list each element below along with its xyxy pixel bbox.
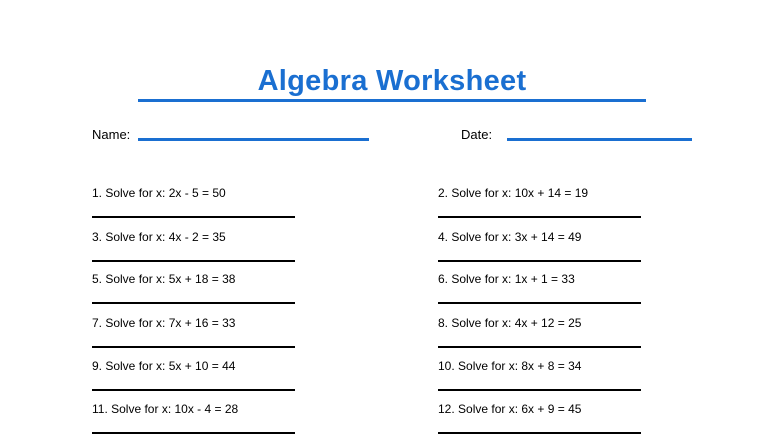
answer-line-8[interactable] xyxy=(438,346,641,348)
problem-11: 11. Solve for x: 10x - 4 = 28 xyxy=(92,402,239,416)
answer-line-12[interactable] xyxy=(438,432,641,434)
answer-line-5[interactable] xyxy=(92,302,295,304)
name-label: Name: xyxy=(92,127,131,142)
problem-3: 3. Solve for x: 4x - 2 = 35 xyxy=(92,230,226,244)
answer-line-4[interactable] xyxy=(438,260,641,262)
worksheet-title: Algebra Worksheet xyxy=(257,65,527,97)
problem-7: 7. Solve for x: 7x + 16 = 33 xyxy=(92,316,236,330)
problem-10: 10. Solve for x: 8x + 8 = 34 xyxy=(438,359,582,373)
problem-9: 9. Solve for x: 5x + 10 = 44 xyxy=(92,359,236,373)
problem-2: 2. Solve for x: 10x + 14 = 19 xyxy=(438,186,589,200)
answer-line-6[interactable] xyxy=(438,302,641,304)
date-label: Date: xyxy=(461,127,493,142)
problem-8: 8. Solve for x: 4x + 12 = 25 xyxy=(438,316,582,330)
answer-line-1[interactable] xyxy=(92,216,295,218)
problem-5: 5. Solve for x: 5x + 18 = 38 xyxy=(92,272,236,286)
answer-line-2[interactable] xyxy=(438,216,641,218)
problem-6: 6. Solve for x: 1x + 1 = 33 xyxy=(438,272,575,286)
problem-4: 4. Solve for x: 3x + 14 = 49 xyxy=(438,230,582,244)
answer-line-11[interactable] xyxy=(92,432,295,434)
answer-line-7[interactable] xyxy=(92,346,295,348)
problem-12: 12. Solve for x: 6x + 9 = 45 xyxy=(438,402,582,416)
title-underline xyxy=(138,99,646,102)
answer-line-3[interactable] xyxy=(92,260,295,262)
date-field[interactable] xyxy=(507,138,692,141)
answer-line-9[interactable] xyxy=(92,389,295,391)
answer-line-10[interactable] xyxy=(438,389,641,391)
name-field[interactable] xyxy=(138,138,369,141)
problem-1: 1. Solve for x: 2x - 5 = 50 xyxy=(92,186,226,200)
